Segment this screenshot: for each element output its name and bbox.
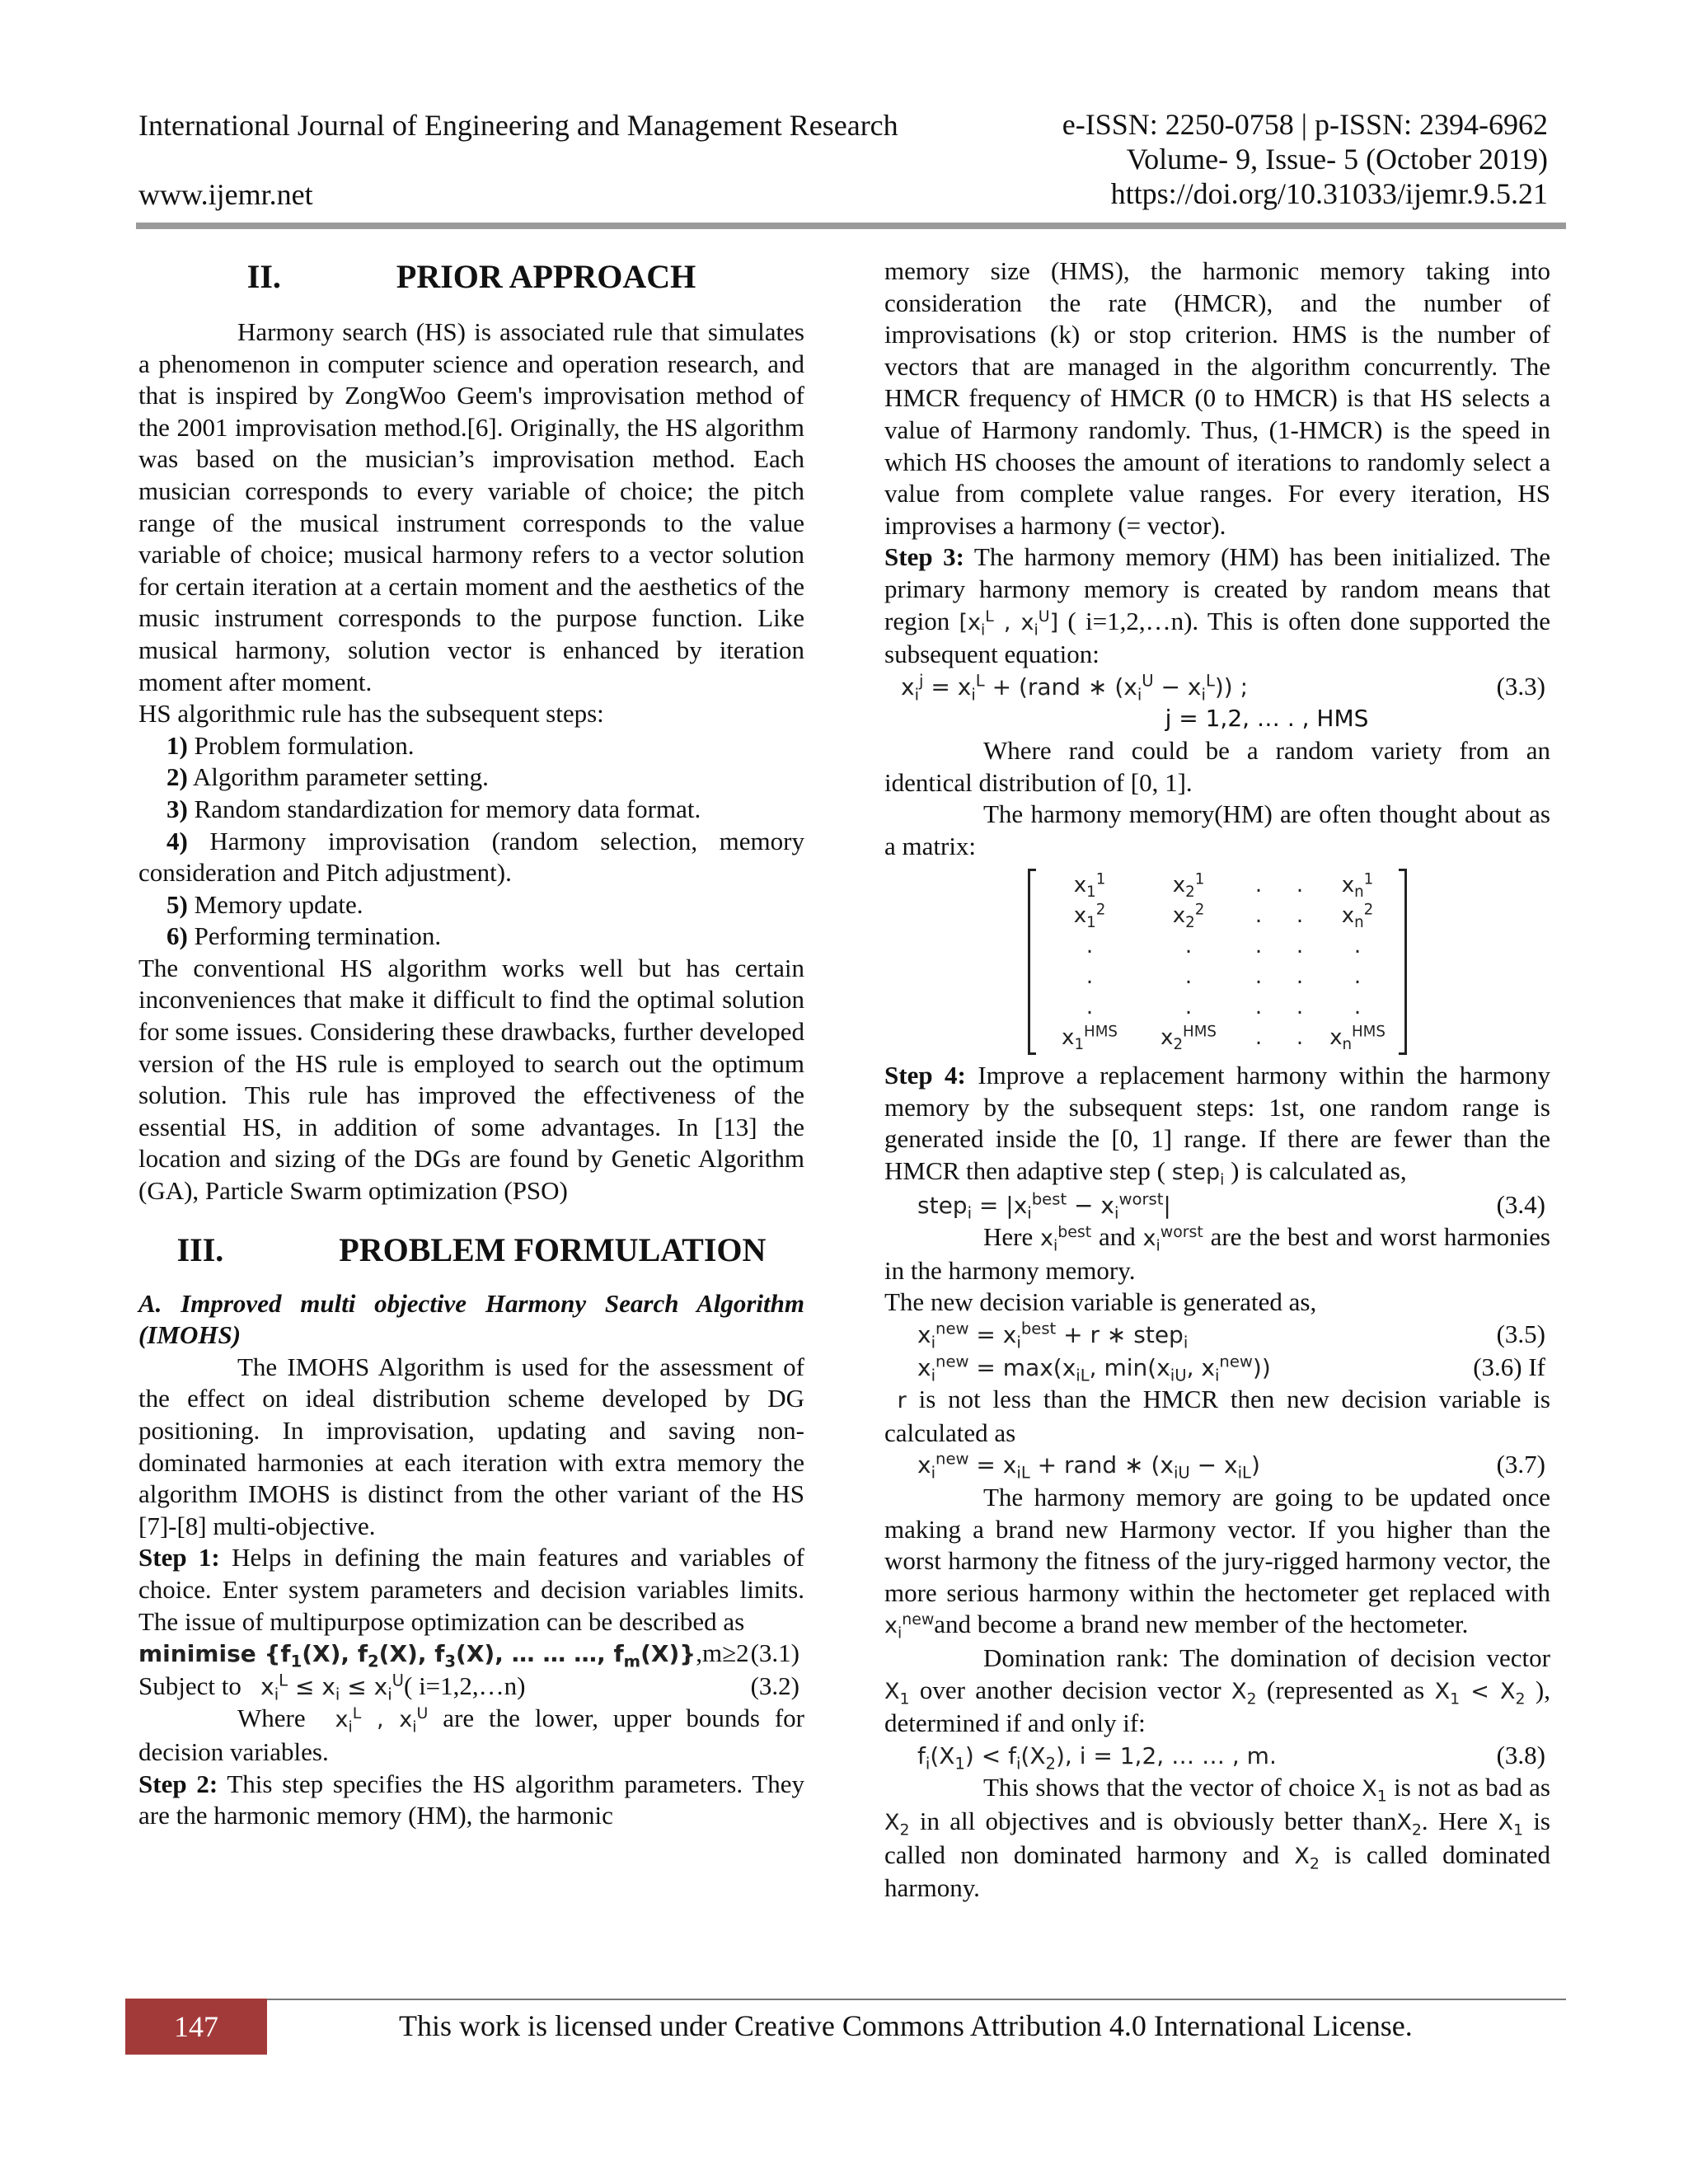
right-column (884, 255, 1550, 1905)
equation-image: $f_i(X_1) < f_i(X_2)$, i = 1,2, … … , m. (917, 1741, 1277, 1774)
equation-number: (3.3) (1496, 671, 1545, 701)
doi-line: https://doi.org/10.31033/ijemr.9.5.21 (1110, 177, 1548, 210)
list-item: 1) Problem formulation. (166, 730, 415, 760)
left-column (138, 255, 804, 1832)
paragraph-step-2: Step 2: This step specifies the HS algorithm parameters. They are the harmonic memory (HM), the harmonic (138, 1769, 804, 1830)
volume-line: Volume- 9, Issue- 5 (October 2019) (1126, 143, 1548, 176)
equation-number: (3.2) (750, 1671, 799, 1700)
harmony-memory-matrix: $x_1^1$ $x_2^1$ . . $x_n^1$ $x_1^2$ $x_2^2$ . . $x_n^2$ . . . . . . . . . . . . . . . $x_1^{HMS}$ $x_2^{HMS}$ . . $x_n^{HMS}$ (884, 869, 1550, 1055)
paragraph-step-4: Step 4: Improve a replacement harmony within the harmony memory by the subsequent steps: 1st, one random range is generated inside the [0, 1] range. If there are fewer than the HMCR then adaptive step ( step$_i$ ) is calculated as, (884, 1061, 1550, 1189)
equation-image: minimise {$f_1(X)$, $f_2(X)$, $f_3(X)$, … … …, $f_m(X)$} (138, 1640, 696, 1671)
paragraph-best-worst: Here $x_i^{best}$ and $x_i^{worst}$ are the best and worst harmonies in the harmony memory. (884, 1222, 1551, 1285)
running-header-left (138, 107, 898, 213)
equation-number: (3.1) (750, 1638, 799, 1668)
equation-3-5 (884, 1319, 1550, 1352)
paragraph-memory-update: The harmony memory are going to be updated once making a brand new Harmony vector. If you higher than the worst harmony the fitness of the jury-rigged harmony vector, the more serious harmony within the hectometer get replaced with $x_i^{new}and$ become a brand new member of the hectometer. (884, 1483, 1550, 1643)
paragraph-bounds: Where $x_i^L$ , $x_i^U$ are the lower, upper bounds for decision variables. (138, 1704, 804, 1766)
equation-3-8 (884, 1740, 1550, 1773)
paragraph-rand: Where rand could be a random variety from an identical distribution of [0, 1]. (884, 735, 1550, 797)
equation-3-3-range: j = 1,2, … . , HMS (1165, 705, 1369, 733)
paragraph-new-variable: The new decision variable is generated as, (884, 1287, 1317, 1317)
footer-rule (267, 1999, 1566, 2000)
equation-3-1: minimise {$f_1(X)$, $f_2(X)$, $f_3(X)$, … … …, $f_m(X)\},m\ge 2$ (3.1) (138, 1638, 804, 1671)
equation-3-6 (884, 1352, 1550, 1385)
equation-number: (3.8) (1496, 1740, 1545, 1769)
issn-line: e-ISSN: 2250-0758 | p-ISSN: 2394-6962 (1062, 108, 1548, 141)
equation-image: $x_i^{new} = \max(x_{iL}$, $\min(x_{iU}$, $x_i^{new}$)) (917, 1352, 1271, 1385)
equation-number: (3.4) (1496, 1189, 1545, 1219)
paragraph-imohs: The IMOHS Algorithm is used for the assessment of the effect on ideal distribution scheme developed by DG positioning. In improvisation, updating and saving non-dominated harmonies at each iteration with extra memory the algorithm IMOHS is distinct from the other variant of the HS [7]-[8] multi-objective. (138, 1352, 804, 1540)
equation-3-4 (884, 1189, 1550, 1222)
paragraph-harmony-search-intro: Harmony search (HS) is associated rule that simulates a phenomenon in computer science and operation research, and that is inspired by ZongWoo Geem's improvisation method of the 2001 improvisation method.[6]. Originally, the HS algorithm was based on the musician’s improvisation method. Each musician corresponds to every variable of choice; the pitch range of the musical instrument corresponds to the value variable of choice; musical harmony refers to a vector solution for certain iteration at a certain moment and the aesthetics of the music instrument corresponds to the purpose function. Like musical harmony, solution vector is enhanced by iteration moment after moment. (138, 317, 804, 696)
list-item: 3) Random standardization for memory data format. (166, 794, 701, 823)
equation-number: (3.5) (1496, 1319, 1545, 1349)
equation-image: step$_i$ = $|x_i^{best} - x_i^{worst}|$ (917, 1189, 1171, 1223)
paragraph-matrix: The harmony memory(HM) are often thought about as a matrix: (884, 799, 1550, 860)
journal-website: www.ijemr.net (138, 178, 313, 211)
paragraph-domination-rank: Domination rank: The domination of decision vector $X_1$ over another decision vector $X_2$ (represented as $X_1 < X_2$ ), determined if and only if: (884, 1643, 1550, 1738)
list-item: 4) Harmony improvisation (random selection, memory consideration and Pitch adjustment). (138, 826, 804, 888)
section-heading-problem-formulation: III. PROBLEM FORMULATION (176, 1230, 767, 1268)
equation-number: (3.6) If (1473, 1352, 1545, 1381)
section-heading-prior-approach: II. PRIOR APPROACH (246, 258, 696, 295)
equation-image: $x_i^L \le x_i \le x_i^U$ (260, 1671, 404, 1704)
equation-image: $x_i^j = x_i^L$ + (rand ∗ $(x_i^U - x_i^L)$) ; (901, 671, 1249, 705)
list-item: 2) Algorithm parameter setting. (166, 762, 489, 792)
journal-name: International Journal of Engineering and Management Research (138, 109, 898, 142)
paragraph-conventional-hs: The conventional HS algorithm works well but has certain inconveniences that make it difficult to find the optimal solution for some issues. Considering these drawbacks, further developed version of the HS rule is employed to search out the optimum solution. This rule has improved the effectiveness of the essential HS, in addition of some advantages. In [13] the location and sizing of the DGs are found by Genetic Algorithm (GA), Particle Swarm optimization (PSO) (138, 953, 804, 1206)
paragraph-step-3: Step 3: The harmony memory (HM) has been initialized. The primary harmony memory is created by random means that region [$x_i^L$ , $x_i^U$] ( i=1,2,…n). This is often done supported the subsequent equation: (884, 542, 1551, 669)
equation-3-7 (884, 1449, 1550, 1482)
equation-number: (3.7) (1496, 1450, 1545, 1479)
list-item: 5) Memory update. (166, 889, 363, 919)
page-number: 147 (125, 1999, 267, 2055)
running-header-right (1062, 107, 1548, 211)
license-notice: This work is licensed under Creative Commons Attribution 4.0 International License. (399, 2009, 1413, 2042)
equation-3-3 (884, 671, 1550, 704)
paragraph-non-dominated: This shows that the vector of choice $X_1$ is not as bad as $X_2$ in all objectives and is obviously better thanX$_2$. Here $X_1$ is called non dominated harmony and $X_2$ is called dominated harmony. (884, 1773, 1550, 1903)
header-rule (136, 223, 1566, 229)
subsection-heading-imohs: A. Improved multi objective Harmony Search Algorithm (IMOHS) (138, 1288, 804, 1350)
paragraph-step-1: Step 1: Helps in defining the main features and variables of choice. Enter system parameters and decision variables limits. The issue of multipurpose optimization can be described as (138, 1543, 804, 1636)
paragraph-hmcr-condition: r is not less than the HMCR then new decision variable is calculated as (884, 1385, 1551, 1447)
equation-3-2: Subject to $x_i^L \le x_i \le x_i^U$( i=1,2,…n) (3.2) (138, 1671, 804, 1704)
list-item: 6) Performing termination. (166, 921, 442, 951)
equation-image: $x_i^{new} = x_{iL}$ + rand ∗ $(x_{iU} - x_{iL})$ (917, 1450, 1260, 1483)
paragraph-hs-parameters: memory size (HMS), the harmonic memory taking into consideration the rate (HMCR), and the number of improvisations (k) or stop criterion. HMS is the number of vectors that are managed in the algorithm concurrently. The HMCR frequency of HMCR (0 to HMCR) is that HS selects a value of Harmony randomly. Thus, (1-HMCR) is the speed in which HS chooses the amount of iterations to randomly select a value from complete value ranges. For every iteration, HS improvises a harmony (= vector). (884, 256, 1550, 540)
equation-image: $x_i^{new} = x_i^{best} + r$ ∗ step$_i$ (917, 1319, 1189, 1352)
steps-intro: HS algorithmic rule has the subsequent steps: (138, 699, 604, 729)
